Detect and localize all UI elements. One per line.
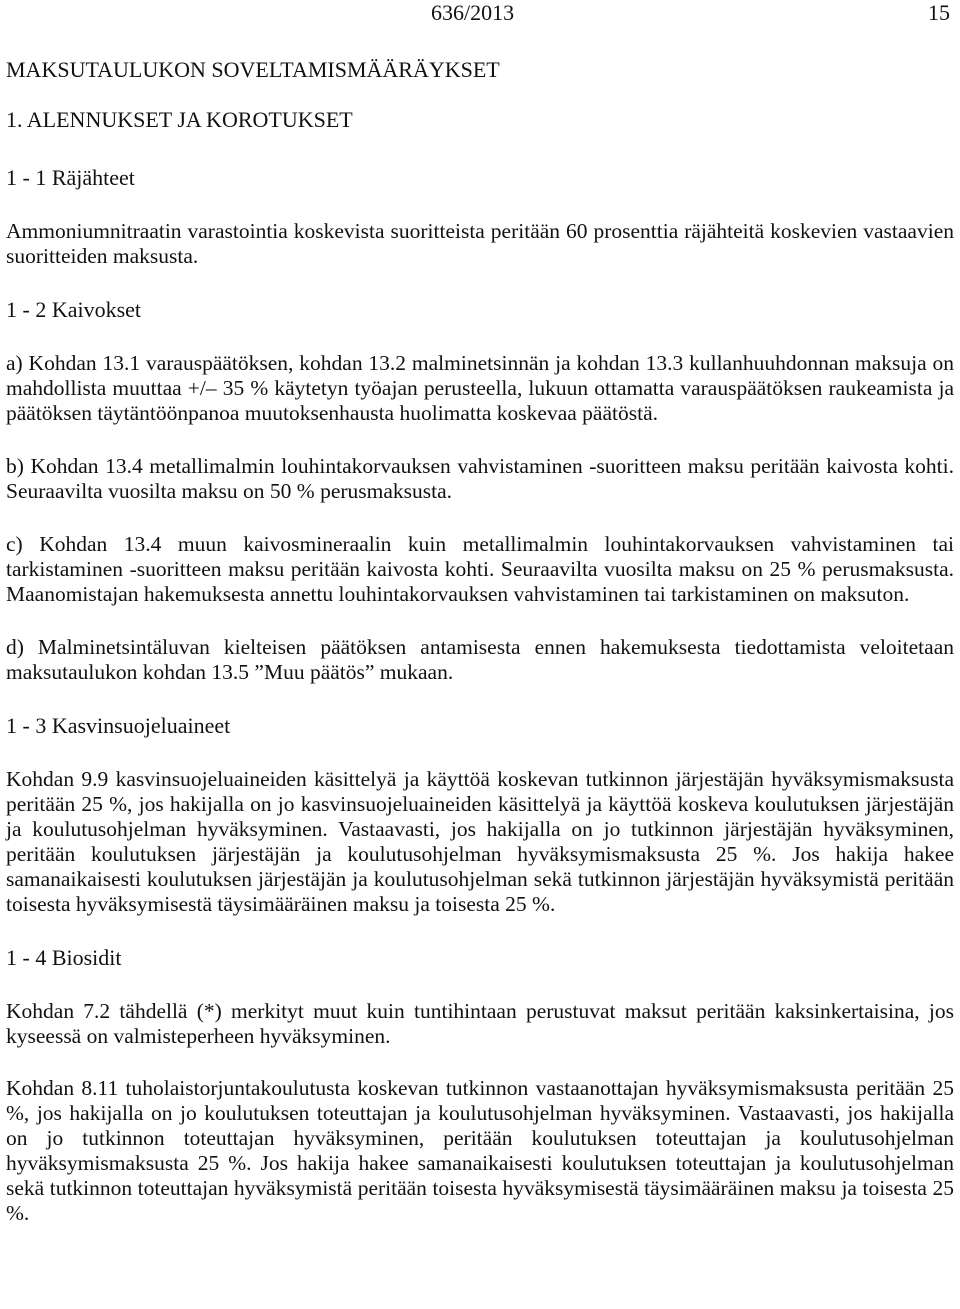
subsection-1-1-title: 1 - 1 Räjähteet: [6, 165, 135, 190]
subsection-1-2-para-b: b) Kohdan 13.4 metallimalmin louhintakorvauksen vahvistaminen -suoritteen maksu peritään kaivosta kohti. Seuraavilta vuosilta maksu on 50 % perusmaksusta.: [6, 454, 954, 503]
document-body: [6, 57, 954, 1226]
subsection-1-4-para-1: Kohdan 7.2 tähdellä (*) merkityt muut kuin tuntihintaan perustuvat maksut peritään kaksinkertaisina, jos kyseessä on valmisteperheen hyväksyminen.: [6, 999, 954, 1048]
subsection-1-4-title: 1 - 4 Biosidit: [6, 945, 122, 970]
page-header: [0, 0, 960, 26]
subsection-1-2-para-a: a) Kohdan 13.1 varauspäätöksen, kohdan 13.2 malminetsinnän ja kohdan 13.3 kullanhuuhdonnan maksuja on mahdollista muuttaa +/– 35 % käytetyn työajan perusteella, lukuun ottamatta varauspäätöksen raukeamista ja päätöksen täytäntöönpanoa muutoksenhausta huolimatta koskevaa päätöstä.: [6, 351, 954, 425]
subsection-1-4-para-2: Kohdan 8.11 tuholaistorjuntakoulutusta koskevan tutkinnon vastaanottajan hyväksymismaksusta peritään 25 %, jos hakijalla on jo koulutuksen toteuttajan ja koulutusohjelman hyväksyminen. Vastaavasti, jos hakijalla on jo tutkinnon toteuttajan hyväksyminen, peritään koulutuksen toteuttajan ja koulutusohjelman hyväksymismaksusta 25 %. Jos hakija hakee samanaikaisesti koulutuksen toteuttajan ja koulutusohjelman sekä tutkinnon toteuttajan hyväksymistä peritään toisesta hyväksymisestä täysimääräinen maksu ja toisesta 25 %.: [6, 1076, 954, 1225]
main-title: MAKSUTAULUKON SOVELTAMISMÄÄRÄYKSET: [6, 57, 500, 82]
subsection-1-3-title: 1 - 3 Kasvinsuojeluaineet: [6, 713, 231, 738]
document-number: 636/2013: [431, 0, 515, 25]
subsection-1-2-para-c: c) Kohdan 13.4 muun kaivosmineraalin kuin metallimalmin louhintakorvauksen vahvistaminen tai tarkistaminen -suoritteen maksu peritään kaivosta kohti. Seuraavilta vuosilta maksu on 25 % perusmaksusta. Maanomistajan hakemuksesta annettu louhintakorvauksen vahvistaminen tai tarkistaminen on maksuton.: [6, 532, 954, 606]
subsection-1-2-para-d: d) Malminetsintäluvan kielteisen päätöksen antamisesta ennen hakemuksesta tiedottamista veloitetaan maksutaulukon kohdan 13.5 ”Muu päätös” mukaan.: [6, 635, 954, 684]
subsection-1-1-text: Ammoniumnitraatin varastointia koskevista suoritteista peritään 60 prosenttia räjähteitä koskevien vastaavien suoritteiden maksusta.: [6, 219, 954, 268]
subsection-1-2-title: 1 - 2 Kaivokset: [6, 297, 142, 322]
page-number: 15: [928, 0, 950, 25]
subsection-1-3-text: Kohdan 9.9 kasvinsuojeluaineiden käsittelyä ja käyttöä koskevan tutkinnon järjestäjän hyväksymismaksusta peritään 25 %, jos hakijalla on jo kasvinsuojeluaineiden käsittelyä ja käyttöä koskeva koulutuksen järjestäjän ja koulutusohjelman hyväksyminen. Vastaavasti, jos hakijalla on jo tutkinnon järjestäjän hyväksyminen, peritään koulutuksen järjestäjän ja koulutusohjelman hyväksymismaksusta 25 %. Jos hakija hakee samanaikaisesti koulutuksen järjestäjän ja koulutusohjelman sekä tutkinnon järjestäjän hyväksymistä peritään toisesta hyväksymisestä täysimääräinen maksu ja toisesta 25 %.: [6, 767, 954, 916]
section-1-title: 1. ALENNUKSET JA KOROTUKSET: [6, 107, 353, 132]
